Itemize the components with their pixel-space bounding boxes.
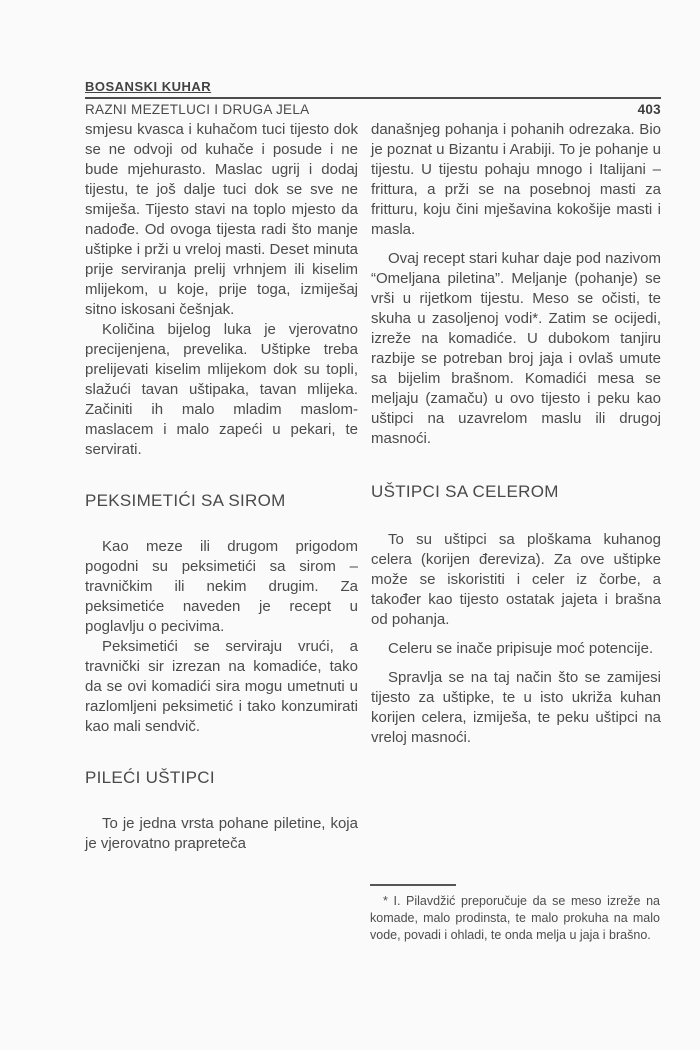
- left-column: [85, 120, 358, 854]
- chapter-title: RAZNI MEZETLUCI I DRUGA JELA: [85, 102, 310, 117]
- footnote-rule: [370, 884, 456, 886]
- page-number: 403: [637, 102, 661, 117]
- body-paragraph: Količina bijelog luka je vjerovatno precijenjena, prevelika. Uštipke treba prelijevati kiselim mlijekom dok su topli, slažući tavan uštipaka, tavan mlijeka. Začiniti ih malo mladim maslom-maslacem i malo zapeći u pekari, te servirati.: [85, 321, 358, 458]
- body-paragraph: smjesu kvasca i kuhačom tuci tijesto dok se ne odvoji od kuhače i posude i ne bude mjehurasto. Maslac ugrij i dodaj tijestu, te još dalje tuci dok se sve ne smiješa. Tijesto stavi na toplo mjesto da nadođe. Od ovoga tijesta radi što manje uštipke i prži u vreloj masti. Deset minuta prije serviranja prelij vrhnjem ili kiselim mlijekom, u koje, prije toga, izmiješaj sitno iskosani češnjak.: [85, 121, 358, 318]
- body-paragraph: današnjeg pohanja i pohanih odrezaka. Bio je poznat u Bizantu i Arabiji. To je pohanje u tijestu. U tijestu pohaju mnogo i Italijani – frittura, a prži se na posebnoj masti za fritturu, koju čini mješavina kokošije masti i masla.: [371, 121, 661, 238]
- header-rule: [85, 97, 661, 99]
- body-paragraph: To je jedna vrsta pohane piletine, koja je vjerovatno prapreteča: [85, 815, 358, 852]
- text-columns: [85, 120, 661, 854]
- section-heading-celer: UŠTIPCI SA CELEROM: [371, 482, 559, 501]
- body-paragraph: Celeru se inače pripisuje moć potencije.: [388, 640, 654, 657]
- section-heading-pileci: PILEĆI UŠTIPCI: [85, 768, 215, 787]
- section-heading-peksimetici: PEKSIMETIĆI SA SIROM: [85, 491, 286, 510]
- footnote: [370, 884, 660, 944]
- body-paragraph: Kao meze ili drugom prigodom pogodni su peksimetići sa sirom – travničkim ili nekim drugim. Za peksimetiće naveden je recept u poglavlju o pecivima.: [85, 538, 358, 635]
- page-header: [85, 78, 661, 117]
- body-paragraph: Spravlja se na taj način što se zamijesi tijesto za uštipke, te u isto ukriža kuhan korijen celera, izmiješa, te peku uštipci na vreloj masnoći.: [371, 669, 661, 746]
- body-paragraph: To su uštipci sa ploškama kuhanog celera (korijen đereviza). Za ove uštipke može se iskoristiti i celer iz čorbe, a također kao tijesto ostatak jajeta i brašna od pohanja.: [371, 531, 661, 628]
- body-paragraph: Peksimetići se serviraju vrući, a travnički sir izrezan na komadiće, tako da se ovi komadići sira mogu umetnuti u razlomljeni peksimetić i tako konzumirati kao mali sendvič.: [85, 638, 358, 735]
- right-column: [371, 120, 661, 854]
- book-title: BOSANSKI KUHAR: [85, 79, 212, 94]
- chapter-row: [85, 102, 661, 117]
- footnote-text: * I. Pilavdžić preporučuje da se meso izreže na komade, malo prodinsta, te malo prokuha na malo vode, povadi i ohladi, te onda melja u jaja i brašno.: [370, 894, 660, 942]
- body-paragraph: Ovaj recept stari kuhar daje pod nazivom “Omeljana piletina”. Meljanje (pohanje) se vrši u rijetkom tijestu. Meso se očisti, te skuha u zasoljenoj vodi*. Zatim se ocijedi, izreže na komadiće. U dubokom tanjiru razbije se potreban broj jaja i ovlaš umute sa bijelim brašnom. Komadići mesa se meljaju (zamaču) u ovo tijesto i peku kao uštipci na uzavrelom maslu ili drugoj masnoći.: [371, 250, 661, 447]
